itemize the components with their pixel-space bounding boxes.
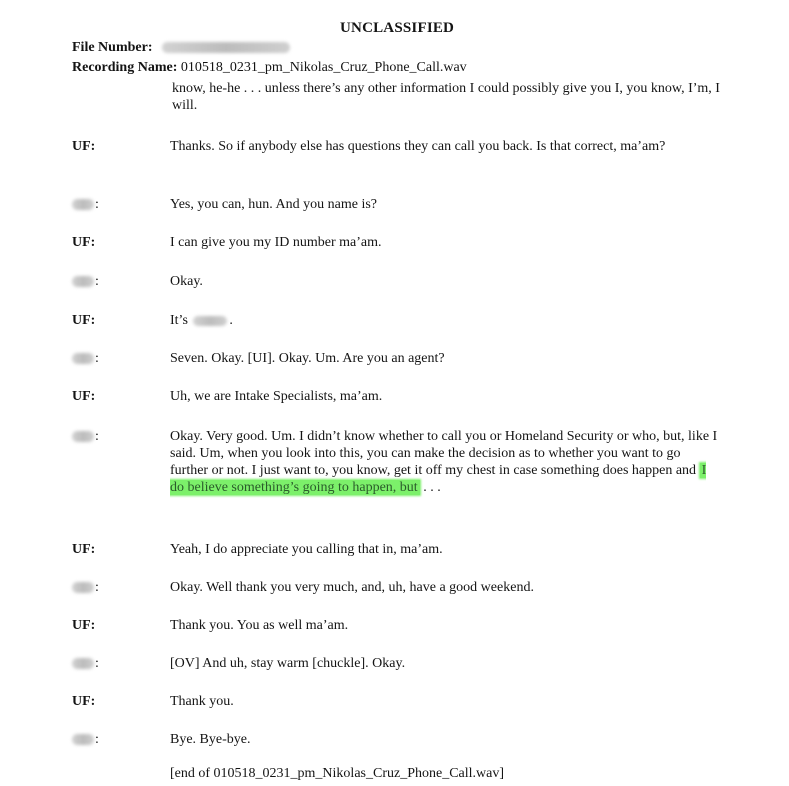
speaker-label-uf: UF:	[72, 542, 96, 557]
highlighted-text: I do believe something’s going to happen, but	[170, 463, 707, 495]
speaker-label-uf: UF:	[72, 618, 96, 633]
recording-name-value: 010518_0231_pm_Nikolas_Cruz_Phone_Call.wav	[180, 60, 467, 75]
file-number-label: File Number:	[72, 40, 153, 55]
turn-text: Bye. Bye-bye.	[170, 732, 251, 747]
speaker-label-uf: UF:	[72, 235, 96, 250]
speaker-label-uf: UF:	[72, 313, 96, 328]
turn-text: [OV] And uh, stay warm [chuckle]. Okay.	[170, 656, 406, 671]
file-number-line	[72, 40, 290, 56]
turn-text-post: . . .	[419, 480, 441, 495]
turn-text	[170, 312, 718, 329]
recording-name-line	[72, 60, 467, 76]
speaker-label-uf: UF:	[72, 389, 96, 404]
speaker-label-redacted: :	[72, 655, 99, 672]
redacted-file-number	[162, 42, 290, 53]
speaker-label-uf: UF:	[72, 694, 96, 709]
redacted-speaker	[72, 734, 94, 745]
redacted-id-number	[193, 316, 227, 326]
classification-marking: UNCLASSIFIED	[340, 20, 455, 36]
turn-text: Okay. Well thank you very much, and, uh, have a good weekend.	[170, 580, 534, 595]
turn-text	[170, 428, 718, 496]
turn-text-pre: It’s	[170, 313, 188, 328]
speaker-label-redacted: :	[72, 350, 99, 367]
turn-text: Thank you.	[170, 694, 234, 709]
redacted-speaker	[72, 582, 94, 593]
speaker-label-redacted: :	[72, 273, 99, 290]
redacted-speaker	[72, 353, 94, 364]
turn-text: know, he-he . . . unless there’s any other information I could possibly give you I, you know, I’m, I will.	[172, 81, 720, 113]
turn-text-post: .	[229, 313, 233, 328]
speaker-label-uf: UF:	[72, 139, 96, 154]
turn-text: I can give you my ID number ma’am.	[170, 235, 382, 250]
redacted-speaker	[72, 431, 94, 442]
recording-name-label: Recording Name:	[72, 60, 178, 75]
turn-text: Thanks. So if anybody else has questions they can call you back. Is that correct, ma’am?	[170, 139, 666, 154]
speaker-label-redacted: :	[72, 579, 99, 596]
speaker-label-redacted: :	[72, 731, 99, 748]
redacted-speaker	[72, 658, 94, 669]
turn-text-pre: Okay. Very good. Um. I didn’t know whether to call you or Homeland Security or who, but, like I said. Um, when you look into this, you can make the decision as to whether you want to go further or not. I just want to, you know, get it off my chest in case something does happen and	[170, 429, 718, 478]
speaker-label-redacted: :	[72, 428, 99, 445]
turn-text: Okay.	[170, 274, 203, 289]
turn-text: Seven. Okay. [UI]. Okay. Um. Are you an agent?	[170, 351, 445, 366]
redacted-speaker	[72, 276, 94, 287]
turn-text: Thank you. You as well ma’am.	[170, 618, 349, 633]
turn-text: Yes, you can, hun. And you name is?	[170, 197, 378, 212]
turn-text: Uh, we are Intake Specialists, ma’am.	[170, 389, 383, 404]
turn-text: Yeah, I do appreciate you calling that in, ma’am.	[170, 542, 443, 557]
end-of-recording-note: [end of 010518_0231_pm_Nikolas_Cruz_Phone_Call.wav]	[170, 766, 505, 781]
speaker-label-redacted: :	[72, 196, 99, 213]
redacted-speaker	[72, 199, 94, 210]
